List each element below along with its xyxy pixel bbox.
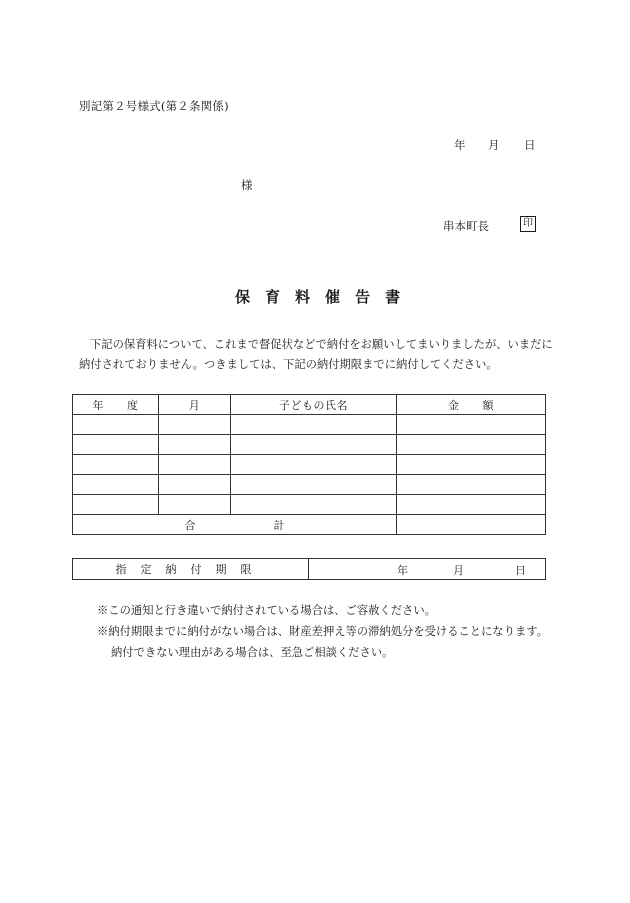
header-child-name: 子どもの氏名 bbox=[231, 395, 397, 415]
body-paragraph: 下記の保育料について、これまで督促状などで納付をお願いしてまいりましたが、いまだに納付されておりません。つきましては、下記の納付期限までに納付してください。 bbox=[79, 338, 553, 371]
cell-year bbox=[73, 415, 159, 435]
date-month-label: 月 bbox=[488, 138, 500, 152]
notes bbox=[97, 600, 548, 663]
fee-table bbox=[72, 394, 546, 535]
cell-month bbox=[159, 435, 231, 455]
cell-year bbox=[73, 435, 159, 455]
document-title: 保育料催告書 bbox=[234, 288, 415, 306]
table-header-row bbox=[73, 395, 546, 415]
seal-stamp: 印 bbox=[520, 216, 536, 232]
cell-year bbox=[73, 455, 159, 475]
date-year-label: 年 bbox=[454, 138, 466, 152]
form-label: 別記第２号様式(第２条関係) bbox=[79, 99, 229, 113]
cell-child-name bbox=[231, 455, 397, 475]
cell-child-name bbox=[231, 435, 397, 455]
table-row bbox=[73, 495, 546, 515]
cell-amount bbox=[397, 475, 546, 495]
deadline-month-label: 月 bbox=[453, 564, 464, 577]
cell-year bbox=[73, 475, 159, 495]
deadline-row bbox=[73, 559, 546, 580]
total-label-cell bbox=[73, 515, 397, 535]
cell-month bbox=[159, 475, 231, 495]
cell-amount bbox=[397, 415, 546, 435]
table-row bbox=[73, 475, 546, 495]
header-month: 月 bbox=[159, 395, 231, 415]
table-row bbox=[73, 455, 546, 475]
cell-child-name bbox=[231, 475, 397, 495]
deadline-day-label: 日 bbox=[515, 564, 526, 577]
deadline-label: 指定納付期限 bbox=[115, 563, 266, 576]
cell-month bbox=[159, 415, 231, 435]
cell-child-name bbox=[231, 415, 397, 435]
addressee-suffix: 様 bbox=[241, 178, 253, 192]
date-day-label: 日 bbox=[524, 138, 536, 152]
total-label-a: 合 bbox=[184, 518, 196, 532]
header-year: 年 度 bbox=[73, 395, 159, 415]
cell-month bbox=[159, 495, 231, 515]
total-label-b: 計 bbox=[273, 518, 285, 532]
table-row bbox=[73, 415, 546, 435]
deadline-table bbox=[72, 558, 546, 580]
cell-amount bbox=[397, 495, 546, 515]
note-item: ※納付期限までに納付がない場合は、財産差押え等の滞納処分を受けることになります。 bbox=[97, 625, 548, 638]
table-row bbox=[73, 435, 546, 455]
cell-amount bbox=[397, 455, 546, 475]
total-amount-cell bbox=[397, 515, 546, 535]
note-item: ※この通知と行き違いで納付されている場合は、ご容赦ください。 bbox=[97, 604, 436, 617]
cell-amount bbox=[397, 435, 546, 455]
cell-child-name bbox=[231, 495, 397, 515]
deadline-date-cell bbox=[309, 559, 546, 580]
total-row bbox=[73, 515, 546, 535]
note-item: 納付できない理由がある場合は、至急ご相談ください。 bbox=[111, 646, 394, 659]
deadline-year-label: 年 bbox=[397, 564, 408, 577]
header-amount: 金 額 bbox=[397, 395, 546, 415]
issuer-name: 串本町長 bbox=[443, 219, 489, 233]
cell-month bbox=[159, 455, 231, 475]
cell-year bbox=[73, 495, 159, 515]
deadline-label-cell bbox=[73, 559, 309, 580]
